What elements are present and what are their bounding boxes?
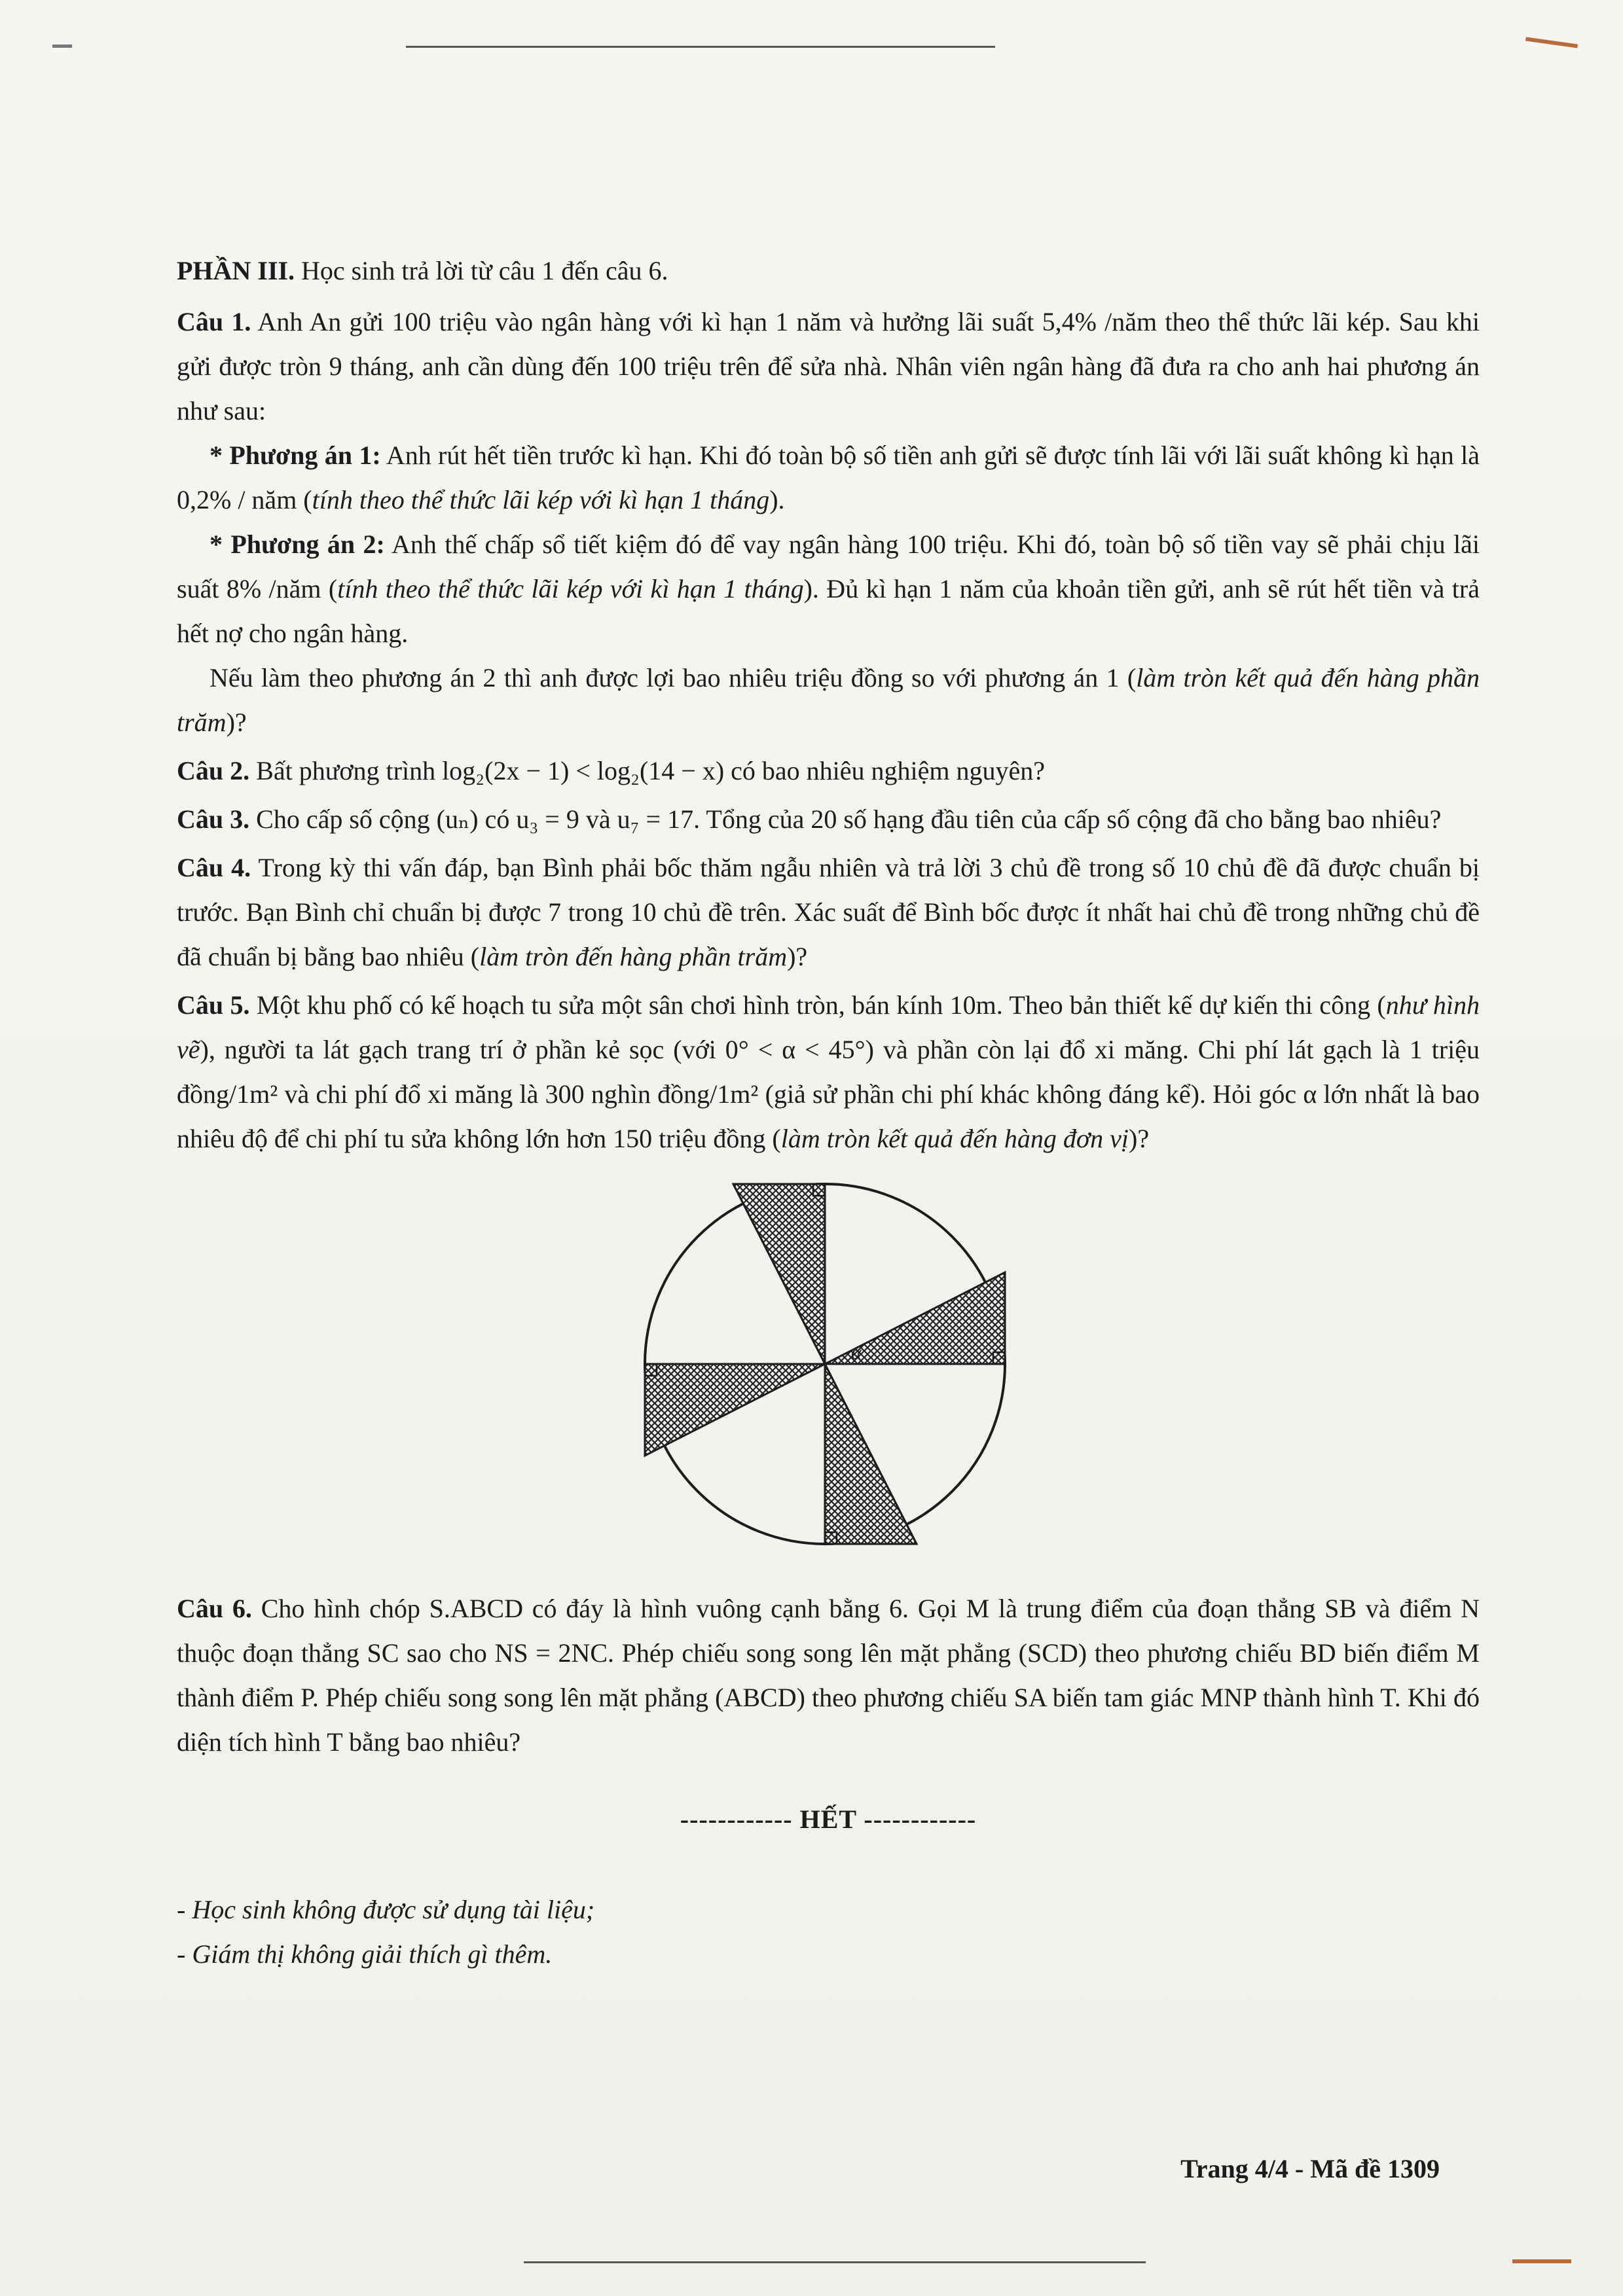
question-5-italic-1: như hình vẽ	[177, 990, 1480, 1064]
section-intro: Học sinh trả lời từ câu 1 đến câu 6.	[295, 256, 668, 285]
question-5	[177, 983, 1480, 1161]
option-1-text: Anh rút hết tiền trước kì hạn. Khi đó toàn bộ số tiền anh gửi sẽ được tính lãi với lãi suất không kì hạn là 0,2% / năm (	[177, 440, 1480, 514]
question-1-option-1	[177, 433, 1480, 522]
top-right-corner-mark	[1525, 37, 1578, 48]
question-5-italic-2: làm tròn kết quả đến hàng đơn vị	[780, 1124, 1129, 1153]
question-6-text: Cho hình chóp S.ABCD có đáy là hình vuông cạnh bằng 6. Gọi M là trung điểm của đoạn thẳng SB và điểm N thuộc đoạn thẳng SC sao cho NS = 2NC. Phép chiếu song song lên mặt phẳng (SCD) theo phương chiếu BD biến điểm M thành điểm P. Phép chiếu song song lên mặt phẳng (ABCD) theo phương chiếu SA biến tam giác MNP thành hình T. Khi đó diện tích hình T bằng bao nhiêu?	[177, 1594, 1480, 1757]
bottom-scan-edge	[524, 2261, 1146, 2263]
note-1: - Học sinh không được sử dụng tài liệu;	[177, 1895, 595, 1924]
option-2-end: ). Đủ kì hạn 1 năm của khoản tiền gửi, anh sẽ rút hết tiền và trả hết nợ cho ngân hàng.	[177, 574, 1480, 648]
question-4	[177, 846, 1480, 979]
section-title: PHẦN III.	[177, 256, 295, 285]
question-1-ask-text: Nếu làm theo phương án 2 thì anh được lợi bao nhiêu triệu đồng so với phương án 1 (	[210, 663, 1137, 692]
question-5-text-1: Một khu phố có kế hoạch tu sửa một sân chơi hình tròn, bán kính 10m. Theo bản thiết kế dự kiến thi công (	[249, 990, 1386, 1020]
question-1-label: Câu 1.	[177, 307, 251, 336]
question-4-italic: làm tròn đến hàng phần trăm	[479, 942, 788, 971]
page-footer: Trang 4/4 - Mã đề 1309	[1180, 2154, 1440, 2183]
option-1-label: * Phương án 1:	[210, 440, 381, 470]
notes	[177, 1888, 1480, 1977]
exam-content	[177, 249, 1480, 1977]
note-2: - Giám thị không giải thích gì thêm.	[177, 1939, 553, 1969]
question-1-ask-end: )?	[226, 708, 247, 737]
option-1-end: ).	[769, 485, 785, 514]
question-4-text: Trong kỳ thi vấn đáp, bạn Bình phải bốc thăm ngẫu nhiên và trả lời 3 chủ đề trong số 10 chủ đề đã được chuẩn bị trước. Bạn Bình chỉ chuẩn bị được 7 trong 10 chủ đề trên. Xác suất để Bình bốc được ít nhất hai chủ đề trong những chủ đề đã chuẩn bị bằng bao nhiêu (	[177, 853, 1480, 971]
question-4-end: )?	[787, 942, 808, 971]
question-1-ask-italic: làm tròn kết quả đến hàng phần trăm	[177, 663, 1480, 737]
question-4-label: Câu 4.	[177, 853, 251, 882]
alpha-label: α	[851, 1342, 862, 1363]
question-3-text: Cho cấp số cộng (uₙ) có u₃ = 9 và u₇ = 17. Tổng của 20 số hạng đầu tiên của cấp số cộng đã cho bằng bao nhiêu?	[249, 804, 1442, 834]
option-2-label: * Phương án 2:	[210, 529, 385, 559]
question-5-end: )?	[1129, 1124, 1150, 1153]
question-1	[177, 300, 1480, 433]
question-5-text-2: ), người ta lát gạch trang trí ở phần kẻ sọc (với 0° < α < 45°) và phần còn lại đổ xi măng. Chi phí lát gạch là 1 triệu đồng/1m² và chi phí đổ xi măng là 300 nghìn đồng/1m² (giả sử phần chi phí khác không đáng kể). Hỏi góc α lớn nhất là bao nhiêu độ để chi phí tu sửa không lớn hơn 150 triệu đồng (	[177, 1035, 1480, 1153]
question-2-label: Câu 2.	[177, 756, 250, 785]
option-2-text: Anh thế chấp sổ tiết kiệm đó để vay ngân hàng 100 triệu. Khi đó, toàn bộ số tiền vay sẽ phải chịu lãi suất 8% /năm (	[177, 529, 1480, 603]
question-1-option-2	[177, 522, 1480, 656]
question-3-label: Câu 3.	[177, 804, 250, 834]
option-1-italic: tính theo thể thức lãi kép với kì hạn 1 tháng	[312, 485, 770, 514]
bottom-right-corner-mark	[1512, 2259, 1571, 2263]
option-2-italic: tính theo thể thức lãi kép với kì hạn 1 tháng	[337, 574, 804, 603]
question-6-label: Câu 6.	[177, 1594, 252, 1623]
question-5-label: Câu 5.	[177, 990, 250, 1020]
end-marker: ------------ HẾT ------------	[680, 1804, 977, 1834]
question-1-ask	[177, 656, 1480, 745]
question-2-text: Bất phương trình log₂(2x − 1) < log₂(14 − x) có bao nhiêu nghiệm nguyên?	[249, 756, 1046, 785]
question-2	[177, 749, 1480, 793]
hatched-triangle-left	[645, 1364, 825, 1456]
circle-figure	[177, 1174, 1480, 1580]
section-heading	[177, 249, 1480, 293]
top-scan-edge	[406, 46, 995, 48]
question-1-text: Anh An gửi 100 triệu vào ngân hàng với kì hạn 1 năm và hưởng lãi suất 5,4% /năm theo thể thức lãi kép. Sau khi gửi được tròn 9 tháng, anh cần dùng đến 100 triệu trên để sửa nhà. Nhân viên ngân hàng đã đưa ra cho anh hai phương án như sau:	[177, 307, 1480, 425]
top-left-corner-mark	[52, 45, 72, 48]
circle-diagram	[635, 1174, 1015, 1554]
question-3	[177, 797, 1480, 842]
question-6	[177, 1587, 1480, 1765]
